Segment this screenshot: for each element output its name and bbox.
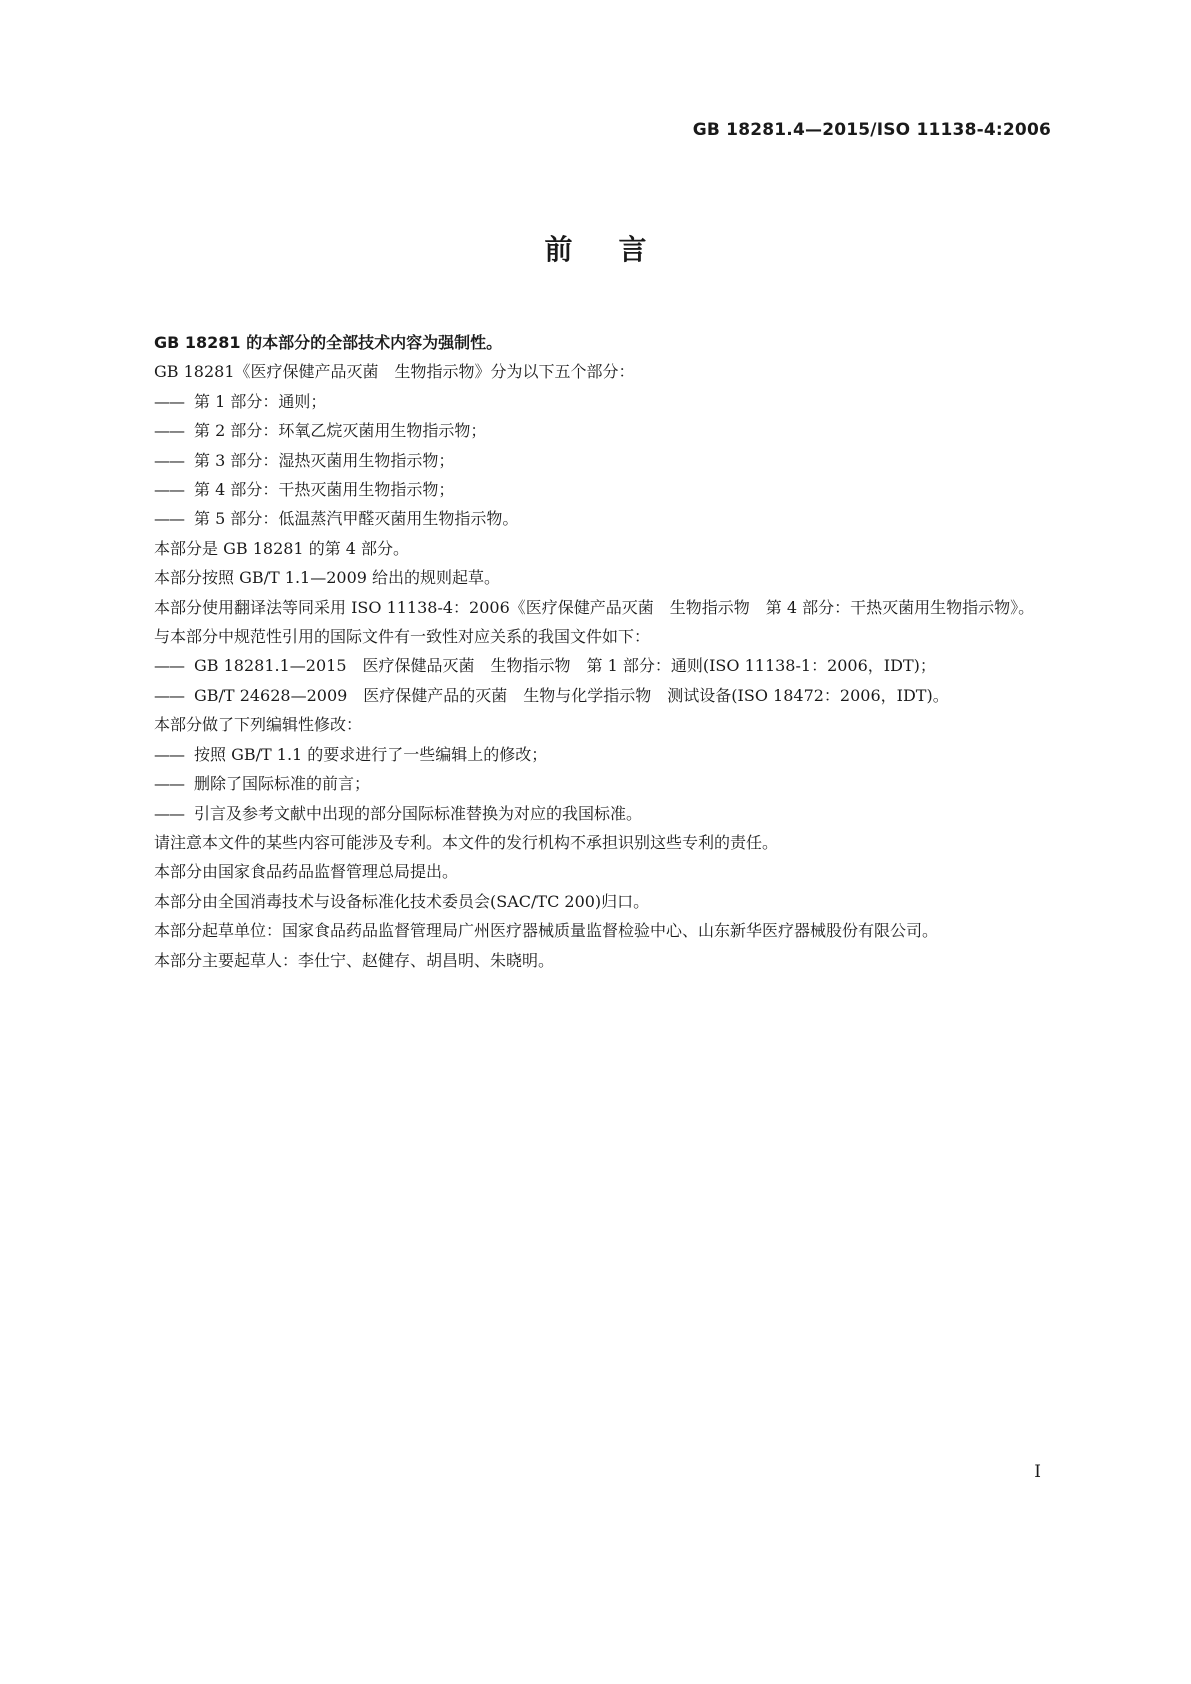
structure-intro: GB 18281《医疗保健产品灭菌 生物指示物》分为以下五个部分： (154, 362, 635, 382)
edit-list-item: —— 按照 GB/T 1.1 的要求进行了一些编辑上的修改； (122, 740, 1057, 769)
adoption-statement: 本部分使用翻译法等同采用 ISO 11138-4：2006《医疗保健产品灭菌 生物指示物 第 4 部分：干热灭菌用生物指示物》。 (154, 597, 1035, 617)
edit-list-item: —— 引言及参考文献中出现的部分国际标准替换为对应的我国标准。 (122, 799, 1057, 828)
dash-mark: —— (154, 391, 184, 411)
dash-mark: —— (154, 656, 184, 676)
dash-mark: —— (154, 803, 184, 823)
part-statement: 本部分是 GB 18281 的第 4 部分。 (154, 538, 410, 558)
dash-mark: —— (154, 685, 184, 705)
edit-list-item: —— 删除了国际标准的前言； (122, 769, 1057, 798)
dash-mark: —— (154, 509, 184, 529)
standard-code-header: GB 18281.4—2015/ISO 11138-4:2006 (692, 120, 1051, 140)
dash-mark: —— (154, 774, 184, 794)
drafters: 本部分主要起草人：李仕宁、赵健存、胡昌明、朱晓明。 (154, 950, 555, 970)
proposer-statement: 本部分由国家食品药品监督管理总局提出。 (154, 862, 459, 882)
reference-list-item: —— GB 18281.1—2015 医疗保健品灭菌 生物指示物 第 1 部分：通则(ISO 11138-1：2006，IDT)； (122, 651, 1057, 680)
drafting-rules: 本部分按照 GB/T 1.1—2009 给出的规则起草。 (154, 568, 501, 588)
part-list-item: —— 第 5 部分：低温蒸汽甲醛灭菌用生物指示物。 (122, 504, 1057, 533)
part-list-item: —— 第 4 部分：干热灭菌用生物指示物； (122, 475, 1057, 504)
part-list-item: —— 第 2 部分：环氧乙烷灭菌用生物指示物； (122, 416, 1057, 445)
page-number: I (1034, 1462, 1041, 1482)
dash-mark: —— (154, 744, 184, 764)
part-list-item: —— 第 3 部分：湿热灭菌用生物指示物； (122, 446, 1057, 475)
dash-mark: —— (154, 450, 184, 470)
dash-mark: —— (154, 421, 184, 441)
patent-notice: 请注意本文件的某些内容可能涉及专利。本文件的发行机构不承担识别这些专利的责任。 (154, 832, 779, 852)
foreword-body (122, 328, 1057, 975)
mandatory-statement: GB 18281 的本部分的全部技术内容为强制性。 (154, 333, 503, 352)
committee-statement: 本部分由全国消毒技术与设备标准化技术委员会(SAC/TC 200)归口。 (154, 891, 650, 911)
dash-mark: —— (154, 480, 184, 500)
edits-intro: 本部分做了下列编辑性修改： (154, 715, 363, 735)
part-list-item: —— 第 1 部分：通则； (122, 387, 1057, 416)
page-title: 前言 (544, 233, 693, 266)
reference-list-item: —— GB/T 24628—2009 医疗保健产品的灭菌 生物与化学指示物 测试设备(ISO 18472：2006，IDT)。 (122, 681, 1057, 710)
references-intro: 与本部分中规范性引用的国际文件有一致性对应关系的我国文件如下： (154, 627, 651, 647)
drafting-units: 本部分起草单位：国家食品药品监督管理局广州医疗器械质量监督检验中心、山东新华医疗器械股份有限公司。 (154, 921, 939, 941)
